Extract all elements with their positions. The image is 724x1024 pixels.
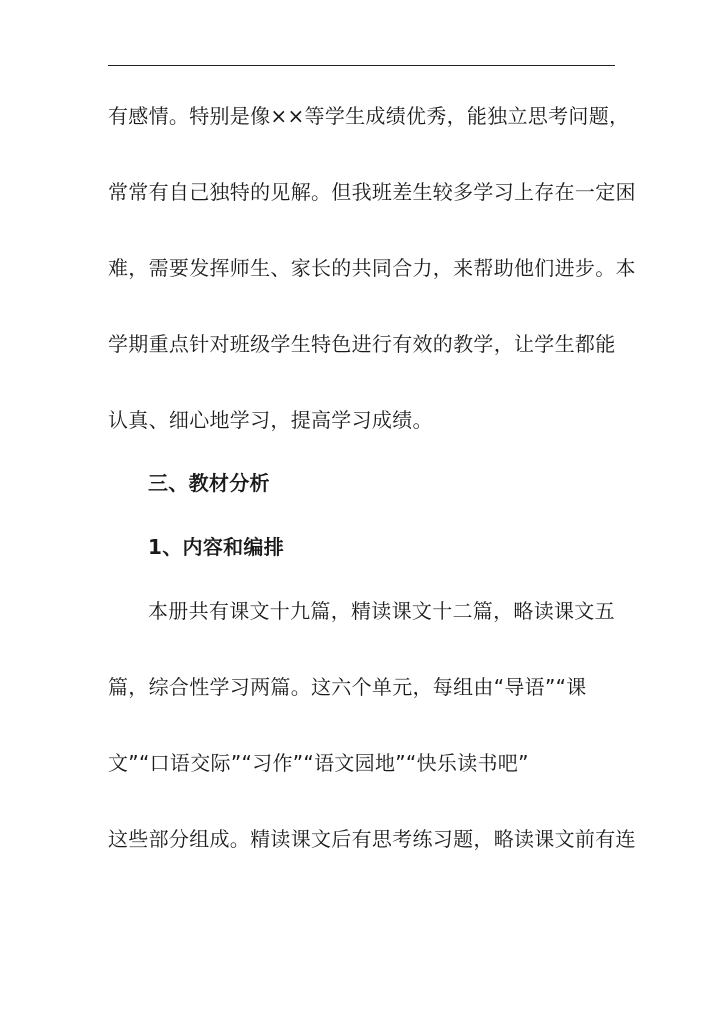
paragraph-line: 本册共有课文十九篇，精读课文十二篇，略读课文五 [148, 599, 615, 623]
text-line: 难，需要发挥师生、家长的共同合力，来帮助他们进步。本 [108, 256, 636, 280]
subsection-heading: 1、内容和编排 [148, 535, 285, 559]
text-line: 认真、细心地学习，提高学习成绩。 [108, 408, 433, 432]
text-line: 常常有自己独特的见解。但我班差生较多学习上存在一定困 [108, 180, 636, 204]
header-rule [108, 65, 615, 66]
section-heading: 三、教材分析 [148, 471, 270, 495]
paragraph-line: 文”“口语交际”“习作”“语文园地”“快乐读书吧” [108, 751, 529, 775]
paragraph-line: 这些部分组成。精读课文后有思考练习题，略读课文前有连 [108, 827, 636, 851]
text-line: 有感情。特别是像××等学生成绩优秀，能独立思考问题， [108, 104, 630, 128]
text-line: 学期重点针对班级学生特色进行有效的教学，让学生都能 [108, 332, 616, 356]
paragraph-line: 篇，综合性学习两篇。这六个单元，每组由“导语”“课 [108, 675, 587, 699]
